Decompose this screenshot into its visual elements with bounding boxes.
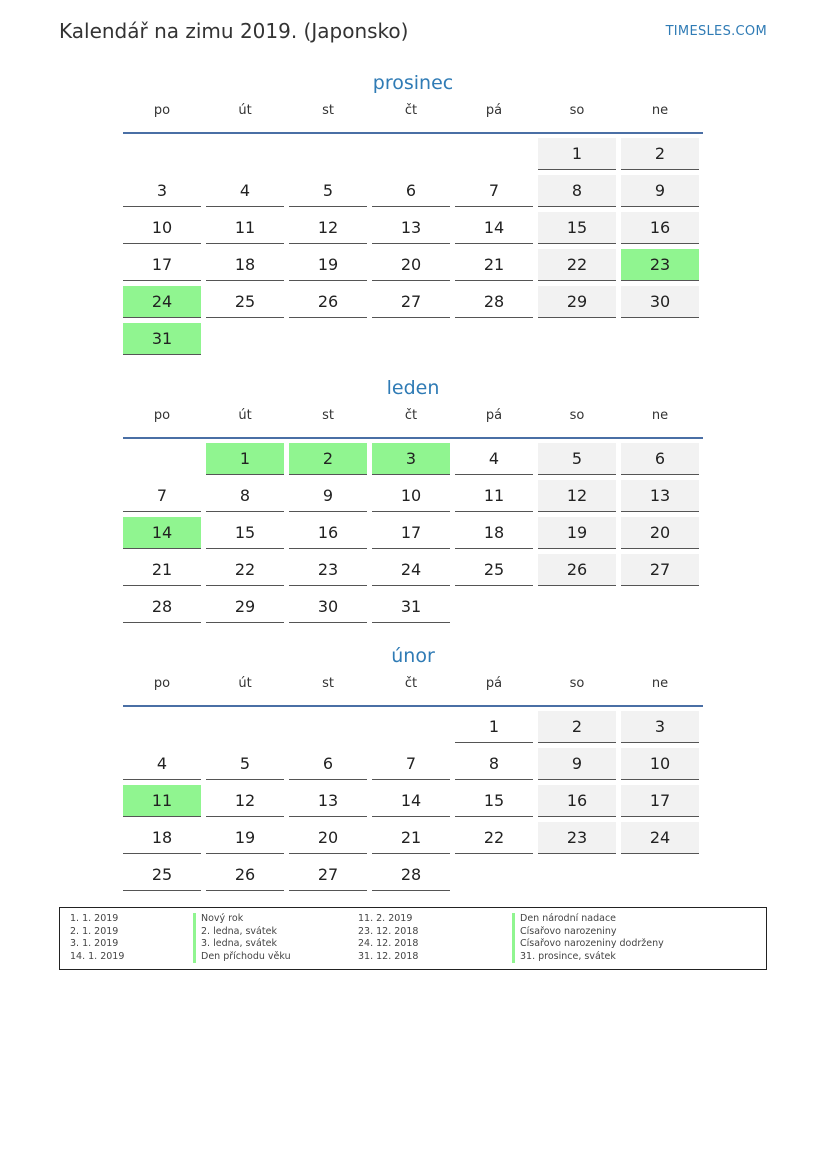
day-cell[interactable]: 10: [372, 480, 450, 512]
weekday-label: st: [322, 103, 334, 118]
day-cell[interactable]: 12: [538, 480, 616, 512]
day-cell[interactable]: 9: [289, 480, 367, 512]
page-title: Kalendář na zimu 2019. (Japonsko): [59, 19, 409, 43]
day-cell[interactable]: 1: [538, 138, 616, 170]
day-cell[interactable]: 4: [206, 175, 284, 207]
holiday-day-cell[interactable]: 23: [621, 249, 699, 281]
day-cell[interactable]: 10: [123, 212, 201, 244]
day-cell[interactable]: 1: [455, 711, 533, 743]
day-cell[interactable]: 30: [289, 591, 367, 623]
legend-date: 11. 2. 2019: [358, 913, 413, 924]
header-rule: [123, 437, 703, 439]
day-cell[interactable]: 7: [372, 748, 450, 780]
weekday-header: [123, 403, 703, 437]
month-title: prosinec: [372, 72, 454, 94]
day-cell[interactable]: 18: [206, 249, 284, 281]
legend-dates-right: [358, 913, 418, 963]
day-cell[interactable]: 21: [123, 554, 201, 586]
day-cell[interactable]: 27: [621, 554, 699, 586]
day-cell[interactable]: 16: [621, 212, 699, 244]
day-cell[interactable]: 28: [123, 591, 201, 623]
legend-date: 3. 1. 2019: [70, 938, 119, 950]
day-cell[interactable]: 28: [372, 859, 450, 891]
day-grid: [123, 138, 706, 360]
day-cell[interactable]: 29: [206, 591, 284, 623]
weekday-label: po: [153, 103, 171, 118]
day-cell[interactable]: 6: [289, 748, 367, 780]
day-cell[interactable]: 23: [289, 554, 367, 586]
legend-date: 23. 12. 2018: [358, 925, 419, 937]
weekday-header: [123, 98, 703, 132]
day-cell[interactable]: 30: [621, 286, 699, 318]
legend-holiday-name: Den národní nadace: [512, 913, 664, 926]
legend-holiday-name: 3. ledna, svátek: [193, 938, 291, 951]
weekday-label: čt: [404, 676, 418, 691]
day-cell[interactable]: 15: [538, 212, 616, 244]
brand-logo-text[interactable]: TIMESLES.COM: [665, 24, 767, 39]
day-grid: [123, 443, 706, 628]
weekday-label: ne: [651, 103, 669, 118]
holiday-day-cell[interactable]: 24: [123, 286, 201, 318]
day-cell[interactable]: 11: [455, 480, 533, 512]
month-february: [123, 641, 703, 896]
weekday-label: st: [322, 676, 334, 691]
day-cell[interactable]: 4: [455, 443, 533, 475]
empty-day-cell: [455, 138, 533, 169]
empty-day-cell: [289, 138, 367, 169]
holiday-day-cell[interactable]: 2: [289, 443, 367, 475]
day-cell[interactable]: 24: [372, 554, 450, 586]
weekday-label: so: [569, 676, 585, 691]
day-cell[interactable]: 2: [621, 138, 699, 170]
day-cell[interactable]: 25: [455, 554, 533, 586]
legend-date: 24. 12. 2018: [358, 938, 419, 950]
day-cell[interactable]: 23: [538, 822, 616, 854]
month-title: leden: [386, 377, 440, 399]
day-cell[interactable]: 26: [206, 859, 284, 891]
day-cell[interactable]: 5: [206, 748, 284, 780]
legend-date: 1. 1. 2019: [70, 913, 119, 924]
empty-day-cell: [372, 711, 450, 742]
weekday-label: pá: [485, 103, 503, 118]
legend-holiday-name: Den příchodu věku: [193, 951, 291, 964]
holiday-day-cell[interactable]: 31: [123, 323, 201, 355]
day-cell[interactable]: 18: [123, 822, 201, 854]
day-cell[interactable]: 8: [206, 480, 284, 512]
holiday-day-cell[interactable]: 14: [123, 517, 201, 549]
day-cell[interactable]: 12: [289, 212, 367, 244]
day-cell[interactable]: 25: [123, 859, 201, 891]
day-cell[interactable]: 5: [289, 175, 367, 207]
empty-day-cell: [206, 138, 284, 169]
day-cell[interactable]: 14: [372, 785, 450, 817]
day-cell[interactable]: 10: [621, 748, 699, 780]
weekday-header: [123, 671, 703, 705]
legend-names-left: [193, 913, 291, 963]
day-cell[interactable]: 9: [621, 175, 699, 207]
day-cell[interactable]: 15: [206, 517, 284, 549]
day-cell[interactable]: 22: [538, 249, 616, 281]
empty-day-cell: [289, 711, 367, 742]
weekday-label: čt: [404, 103, 418, 118]
header-rule: [123, 132, 703, 134]
empty-day-cell: [123, 711, 201, 742]
day-cell[interactable]: 7: [455, 175, 533, 207]
weekday-label: so: [569, 103, 585, 118]
month-december: [123, 68, 703, 360]
legend-holiday-name: Císařovo narozeniny: [512, 926, 664, 939]
day-cell[interactable]: 3: [123, 175, 201, 207]
day-cell[interactable]: 13: [372, 212, 450, 244]
day-cell[interactable]: 22: [455, 822, 533, 854]
legend-date: 14. 1. 2019: [70, 950, 125, 962]
day-cell[interactable]: 7: [123, 480, 201, 512]
day-cell[interactable]: 4: [123, 748, 201, 780]
day-cell[interactable]: 2: [538, 711, 616, 743]
day-cell[interactable]: 24: [621, 822, 699, 854]
weekday-label: ne: [651, 408, 669, 423]
weekday-label: ne: [651, 676, 669, 691]
day-grid: [123, 711, 706, 896]
day-cell[interactable]: 14: [455, 212, 533, 244]
weekday-label: út: [238, 103, 252, 118]
day-cell[interactable]: 20: [621, 517, 699, 549]
day-cell[interactable]: 26: [538, 554, 616, 586]
day-cell[interactable]: 13: [621, 480, 699, 512]
weekday-label: st: [322, 408, 334, 423]
day-cell[interactable]: 5: [538, 443, 616, 475]
legend-date: 2. 1. 2019: [70, 925, 119, 937]
holiday-day-cell[interactable]: 11: [123, 785, 201, 817]
day-cell[interactable]: 19: [538, 517, 616, 549]
day-cell[interactable]: 22: [206, 554, 284, 586]
day-cell[interactable]: 19: [206, 822, 284, 854]
day-cell[interactable]: 27: [289, 859, 367, 891]
day-cell[interactable]: 17: [621, 785, 699, 817]
holiday-day-cell[interactable]: 3: [372, 443, 450, 475]
empty-day-cell: [123, 443, 201, 474]
day-cell[interactable]: 28: [455, 286, 533, 318]
day-cell[interactable]: 21: [372, 822, 450, 854]
legend-names-right: [512, 913, 664, 963]
day-cell[interactable]: 19: [289, 249, 367, 281]
day-cell[interactable]: 20: [289, 822, 367, 854]
day-cell[interactable]: 6: [621, 443, 699, 475]
day-cell[interactable]: 21: [455, 249, 533, 281]
day-cell[interactable]: 27: [372, 286, 450, 318]
day-cell[interactable]: 26: [289, 286, 367, 318]
day-cell[interactable]: 12: [206, 785, 284, 817]
legend-holiday-name: 31. prosince, svátek: [512, 951, 664, 964]
day-cell[interactable]: 9: [538, 748, 616, 780]
day-cell[interactable]: 16: [538, 785, 616, 817]
legend-date: 31. 12. 2018: [358, 950, 419, 962]
day-cell[interactable]: 18: [455, 517, 533, 549]
month-title: únor: [391, 645, 435, 667]
day-cell[interactable]: 25: [206, 286, 284, 318]
day-cell[interactable]: 8: [455, 748, 533, 780]
day-cell[interactable]: 20: [372, 249, 450, 281]
weekday-label: út: [238, 408, 252, 423]
day-cell[interactable]: 8: [538, 175, 616, 207]
legend-dates-left: [70, 913, 124, 963]
legend-holiday-name: Nový rok: [193, 913, 291, 926]
empty-day-cell: [372, 138, 450, 169]
day-cell[interactable]: 17: [372, 517, 450, 549]
legend-holiday-name: 2. ledna, svátek: [193, 926, 291, 939]
day-cell[interactable]: 11: [206, 212, 284, 244]
empty-day-cell: [123, 138, 201, 169]
weekday-label: čt: [404, 408, 418, 423]
holiday-day-cell[interactable]: 1: [206, 443, 284, 475]
day-cell[interactable]: 16: [289, 517, 367, 549]
legend-holiday-name: Císařovo narozeniny dodrženy: [512, 938, 664, 951]
day-cell[interactable]: 6: [372, 175, 450, 207]
month-january: [123, 373, 703, 628]
weekday-label: pá: [485, 408, 503, 423]
day-cell[interactable]: 13: [289, 785, 367, 817]
day-cell[interactable]: 17: [123, 249, 201, 281]
day-cell[interactable]: 3: [621, 711, 699, 743]
weekday-label: pá: [485, 676, 503, 691]
header-rule: [123, 705, 703, 707]
weekday-label: so: [569, 408, 585, 423]
weekday-label: po: [153, 676, 171, 691]
weekday-label: út: [238, 676, 252, 691]
holiday-legend: [59, 907, 767, 970]
empty-day-cell: [206, 711, 284, 742]
day-cell[interactable]: 31: [372, 591, 450, 623]
day-cell[interactable]: 15: [455, 785, 533, 817]
weekday-label: po: [153, 408, 171, 423]
day-cell[interactable]: 29: [538, 286, 616, 318]
